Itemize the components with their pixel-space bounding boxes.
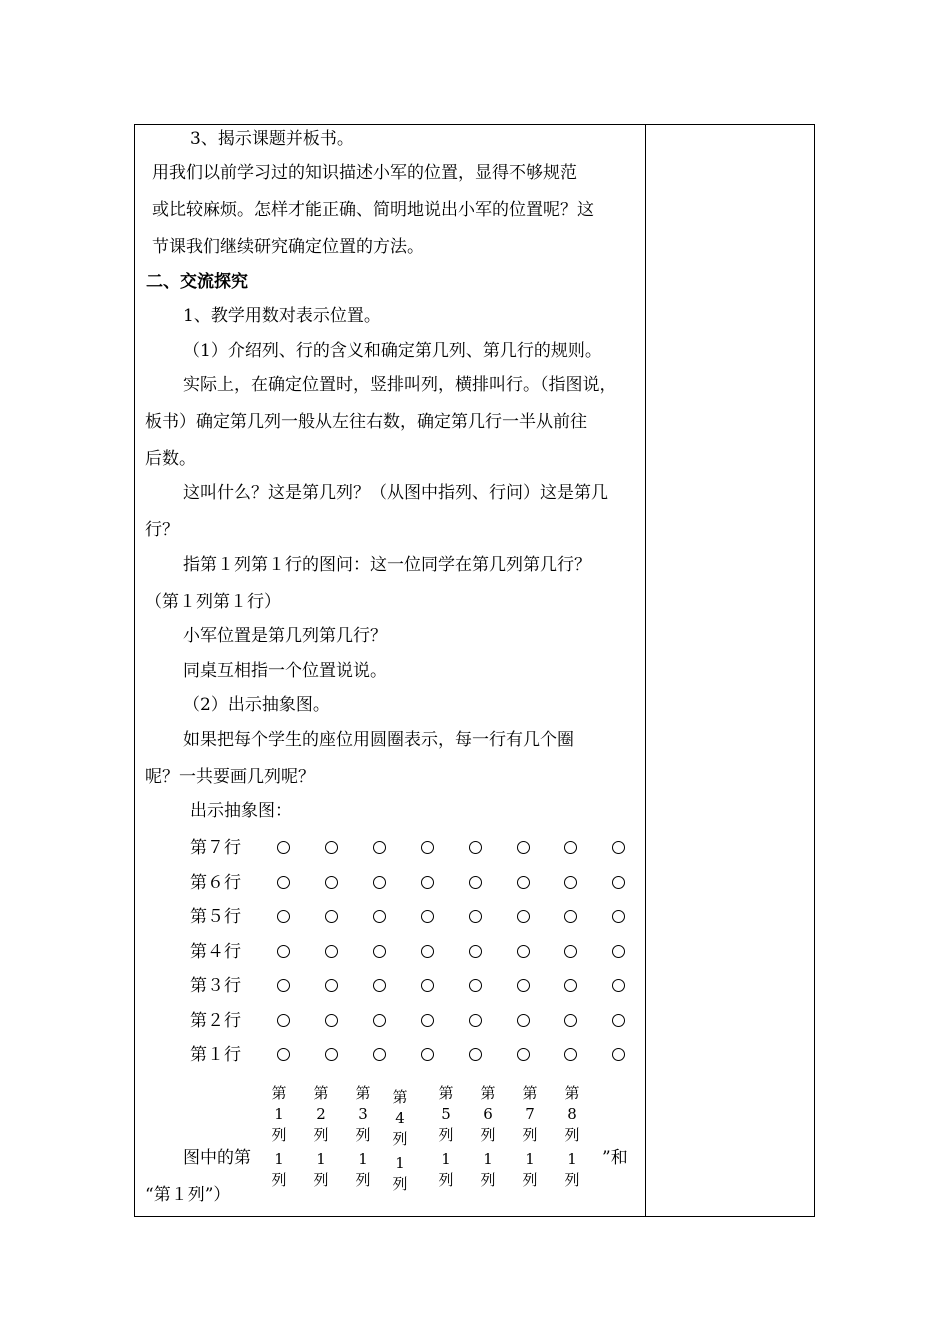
seat-circle (517, 1014, 530, 1027)
tail-text-start: 图中的第 (183, 1148, 251, 1168)
seat-circle (325, 945, 338, 958)
row-label: 第５行 (190, 907, 241, 927)
seat-circle (421, 1048, 434, 1061)
seat-circle (373, 945, 386, 958)
seat-circle (325, 1014, 338, 1027)
paragraph-line: 指第１列第１行的图问：这一位同学在第几列第几行？ (183, 555, 591, 575)
seat-circle (469, 910, 482, 923)
paragraph-line: 这叫什么？这是第几列？（从图中指列、行问）这是第几 (183, 483, 608, 503)
paragraph-line: 板书）确定第几列一般从左往右数，确定第几行一半从前往 (145, 412, 587, 432)
seat-circle (373, 841, 386, 854)
paragraph-line: 小军位置是第几列第几行？ (183, 626, 387, 646)
sub-step-2: （2）出示抽象图。 (183, 695, 330, 715)
paragraph-line: 出示抽象图： (190, 801, 292, 821)
seat-circle (277, 979, 290, 992)
column-label-bottom: 1 列 (355, 1150, 371, 1189)
paragraph-line: 后数。 (145, 449, 196, 469)
seat-circle (517, 876, 530, 889)
paragraph-line: （第１列第１行） (145, 592, 281, 612)
paragraph-line: 同桌互相指一个位置说说。 (183, 661, 387, 681)
row-label: 第１行 (190, 1045, 241, 1065)
seat-circle (325, 841, 338, 854)
step-3-heading: 3、揭示课题并板书。 (190, 129, 354, 149)
column-label-bottom: 1 列 (480, 1150, 496, 1189)
seat-circle (421, 1014, 434, 1027)
paragraph-line: 用我们以前学习过的知识描述小军的位置，显得不够规范 (152, 163, 577, 183)
seat-circle (277, 876, 290, 889)
seat-circle (612, 945, 625, 958)
seat-circle (469, 841, 482, 854)
column-label-bottom: 1 列 (438, 1150, 454, 1189)
seat-circle (421, 876, 434, 889)
seat-circle (277, 945, 290, 958)
paragraph-line: 行？ (145, 520, 179, 540)
step-1-heading: 1、教学用数对表示位置。 (183, 306, 381, 326)
column-label-top: 第 8 列 (564, 1084, 580, 1144)
tail-text-line2: “第１列”） (145, 1185, 231, 1205)
column-label-bottom: 1 列 (564, 1150, 580, 1189)
seat-circle (564, 876, 577, 889)
seat-circle (517, 979, 530, 992)
paragraph-line: 节课我们继续研究确定位置的方法。 (152, 237, 424, 257)
row-label: 第３行 (190, 976, 241, 996)
row-label: 第２行 (190, 1010, 241, 1031)
seat-circle (277, 1048, 290, 1061)
seat-circle (517, 945, 530, 958)
seat-circle (612, 1014, 625, 1027)
seat-circle (469, 979, 482, 992)
seat-circle (517, 841, 530, 854)
tail-text-end: ”和 (602, 1148, 628, 1168)
seat-circle (325, 910, 338, 923)
seat-circle (325, 979, 338, 992)
seat-circle (277, 1014, 290, 1027)
seat-circle (469, 1048, 482, 1061)
column-label-top: 第 1 列 (271, 1084, 287, 1144)
column-label-top: 第 4 列 (392, 1088, 408, 1148)
row-label: 第６行 (190, 872, 241, 893)
seat-circle (421, 979, 434, 992)
seat-circle (517, 1048, 530, 1061)
seat-circle (421, 945, 434, 958)
seat-circle (564, 1014, 577, 1027)
paragraph-line: 实际上，在确定位置时，竖排叫列，横排叫行。（指图说， (183, 375, 617, 395)
seat-circle (469, 876, 482, 889)
column-label-bottom: 1 列 (522, 1150, 538, 1189)
column-label-top: 第 3 列 (355, 1084, 371, 1144)
column-label-top: 第 6 列 (480, 1084, 496, 1144)
column-label-bottom: 1 列 (313, 1150, 329, 1189)
seat-circle (564, 945, 577, 958)
paragraph-line: 或比较麻烦。怎样才能正确、简明地说出小军的位置呢？这 (152, 200, 594, 220)
seat-circle (373, 876, 386, 889)
column-label-top: 第 5 列 (438, 1084, 454, 1144)
seat-circle (325, 1048, 338, 1061)
row-label: 第７行 (190, 838, 241, 858)
row-label: 第４行 (190, 941, 241, 962)
seat-circle (373, 1048, 386, 1061)
section-heading: 二、交流探究 (146, 272, 248, 292)
seat-circle (277, 910, 290, 923)
paragraph-line: 呢？一共要画几列呢？ (145, 767, 315, 787)
column-label-top: 第 7 列 (522, 1084, 538, 1144)
seat-circle (373, 979, 386, 992)
column-label-top: 第 2 列 (313, 1084, 329, 1144)
table-column-divider (645, 124, 646, 1217)
seat-circle (469, 945, 482, 958)
seat-circle (421, 841, 434, 854)
seat-circle (325, 876, 338, 889)
column-label-bottom: 1 列 (392, 1154, 408, 1193)
seat-circle (277, 841, 290, 854)
seat-circle (612, 876, 625, 889)
seat-circle (373, 910, 386, 923)
seat-circle (421, 910, 434, 923)
seat-circle (517, 910, 530, 923)
sub-step-1: （1）介绍列、行的含义和确定第几列、第几行的规则。 (183, 341, 602, 361)
paragraph-line: 如果把每个学生的座位用圆圈表示，每一行有几个圈 (183, 730, 574, 750)
seat-circle (373, 1014, 386, 1027)
seat-circle (469, 1014, 482, 1027)
column-label-bottom: 1 列 (271, 1150, 287, 1189)
